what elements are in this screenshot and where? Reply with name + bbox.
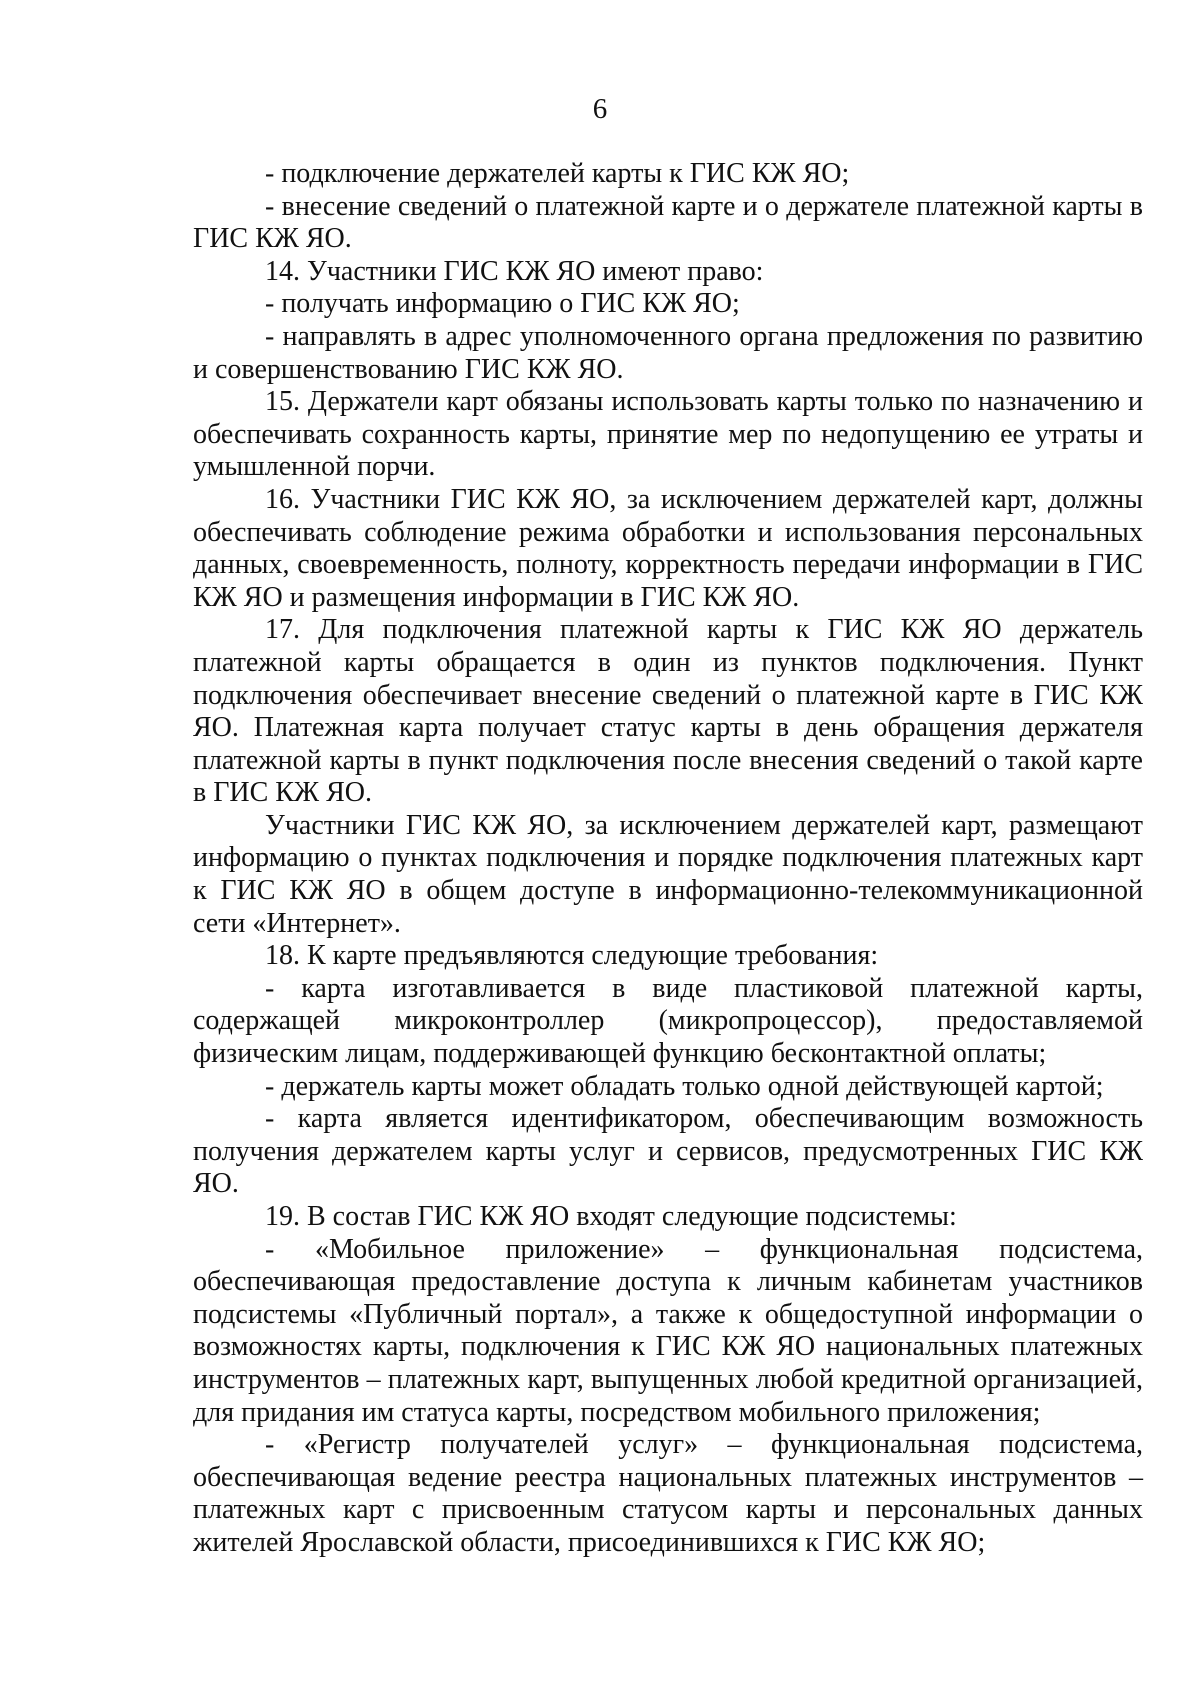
paragraph: - карта изготавливается в виде пластиковой платежной карты, содержащей микроконтроллер (микропроцессор), предоставляемой физическим лицам, поддерживающей функцию бесконтактной оплаты;: [193, 972, 1143, 1070]
paragraph: - «Мобильное приложение» – функциональная подсистема, обеспечивающая предоставление доступа к личным кабинетам участников подсистемы «Публичный портал», а также к общедоступной информации о возможностях карты, подключения к ГИС КЖ ЯО национальных платежных инструментов – платежных карт, выпущенных любой кредитной организацией, для придания им статуса карты, посредством мобильного приложения;: [193, 1233, 1143, 1428]
paragraph: - карта является идентификатором, обеспечивающим возможность получения держателем карты услуг и сервисов, предусмотренных ГИС КЖ ЯО.: [193, 1103, 1143, 1200]
page-number: 6: [592, 93, 608, 125]
paragraph: 14. Участники ГИС КЖ ЯО имеют право:: [265, 255, 764, 287]
paragraph: - получать информацию о ГИС КЖ ЯО;: [265, 288, 740, 320]
paragraph: - направлять в адрес уполномоченного органа предложения по развитию и совершенствованию ГИС КЖ ЯО.: [193, 320, 1143, 385]
paragraph: Участники ГИС КЖ ЯО, за исключением держателей карт, размещают информацию о пунктах подключения и порядке подключения платежных карт к ГИС КЖ ЯО в общем доступе в информационно-телекоммуникационной сети «Интернет».: [193, 809, 1143, 939]
paragraph: - внесение сведений о платежной карте и о держателе платежной карты в ГИС КЖ ЯО.: [193, 190, 1143, 255]
paragraph: - держатель карты может обладать только одной действующей картой;: [265, 1070, 1104, 1102]
paragraph: 18. К карте предъявляются следующие требования:: [265, 940, 879, 972]
paragraph: 15. Держатели карт обязаны использовать карты только по назначению и обеспечивать сохранность карты, принятие мер по недопущению ее утраты и умышленной порчи.: [193, 386, 1143, 483]
document-body: [193, 158, 1143, 1560]
paragraph: - «Регистр получателей услуг» – функциональная подсистема, обеспечивающая ведение реестра национальных платежных инструментов – платежных карт с присвоенным статусом карты и персональных данных жителей Ярославской области, присоединившихся к ГИС КЖ ЯО;: [193, 1429, 1143, 1558]
paragraph: - подключение держателей карты к ГИС КЖ ЯО;: [265, 158, 850, 189]
paragraph: 17. Для подключения платежной карты к ГИС КЖ ЯО держатель платежной карты обращается в один из пунктов подключения. Пункт подключения обеспечивает внесение сведений о платежной карте в ГИС КЖ ЯО. Платежная карта получает статус карты в день обращения держателя платежной карты в пункт подключения после внесения сведений о такой карте в ГИС КЖ ЯО.: [193, 614, 1143, 809]
paragraph: 16. Участники ГИС КЖ ЯО, за исключением держателей карт, должны обеспечивать соблюдение режима обработки и использования персональных данных, своевременность, полноту, корректность передачи информации в ГИС КЖ ЯО и размещения информации в ГИС КЖ ЯО.: [193, 483, 1143, 613]
paragraph: 19. В состав ГИС КЖ ЯО входят следующие подсистемы:: [265, 1201, 957, 1232]
